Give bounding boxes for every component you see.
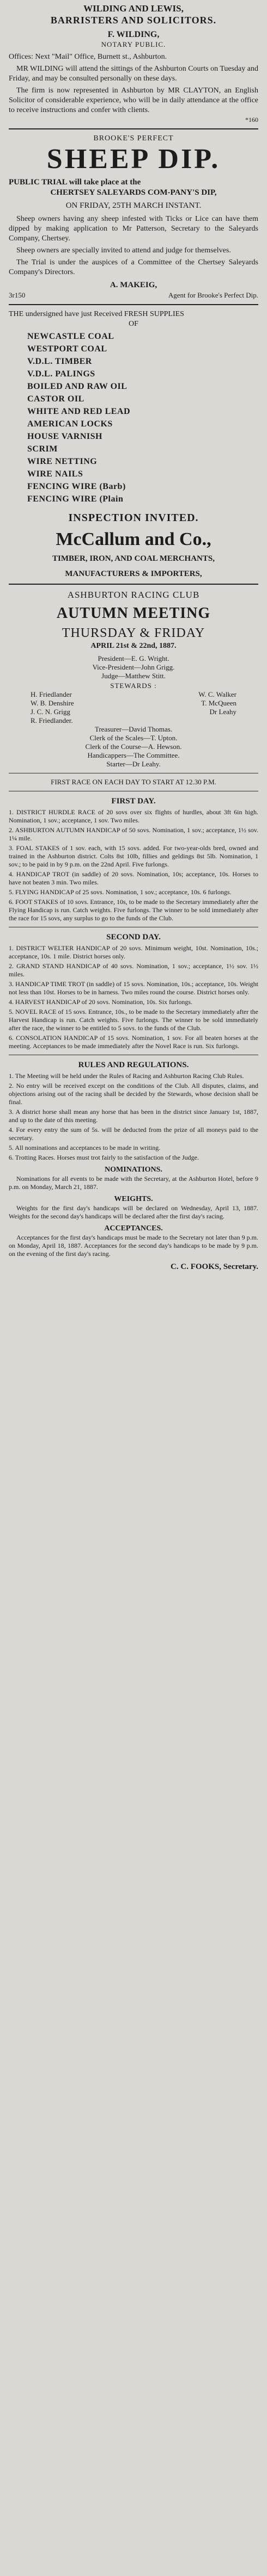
rules-list bbox=[9, 1072, 258, 1162]
sheep-dip-title: SHEEP DIP. bbox=[46, 144, 221, 175]
event-entry: 6. Trotting Races. Horses must trot fairly to the satisfaction of the Judge. bbox=[9, 1154, 199, 1161]
supply-item: CASTOR OIL bbox=[27, 394, 84, 404]
event-entry: 4. HARVEST HANDICAP of 20 sovs. Nomination, 10s. Six furlongs. bbox=[9, 998, 193, 1006]
racing-club-advert bbox=[9, 589, 258, 1272]
supply-item: WIRE NAILS bbox=[27, 469, 83, 479]
event-entry: 2. No entry will be received except on the conditions of the Club. All disputes, claims, and objections arising out of the racing shall be decided by the Stewards, whose decision shall be final. bbox=[9, 1082, 258, 1106]
supplies-of: OF bbox=[129, 320, 138, 328]
acceptances-text: Acceptances for the first day's handicaps must be made to the Secretary not later than 9 p.m. on Monday, April 18, 1887. Acceptances for the second day's handicaps to be made by 9 p.m. on the evening of the first day's racing. bbox=[9, 1234, 258, 1258]
sheep-paragraph-1: Sheep owners having any sheep infested with Ticks or Lice can have them dipped by making application to Mr Patterson, Secretary to the Saleyards Company, Chertsey. bbox=[9, 215, 258, 243]
sheep-paragraph-2: Sheep owners are specially invited to attend and judge for themselves. bbox=[16, 246, 231, 255]
weights-text: Weights for the first day's handicaps will be declared on Wednesday, April 13, 1887. Weights for the second day's handicaps will be declared after the first day's racing. bbox=[9, 1204, 258, 1220]
event-entry: 6. FOOT STAKES of 10 sovs. Entrance, 10s, to be made to the Secretary immediately after the Flying Handicap is run. Catch weights. Five furlongs. The winner to be sold immediately after the race for 15 sovs, any surplus to go to the funds of the Club. bbox=[9, 898, 258, 922]
supply-item: NEWCASTLE COAL bbox=[27, 332, 114, 341]
supply-item: V.D.L. PALINGS bbox=[27, 369, 95, 379]
agent-line bbox=[9, 290, 258, 300]
event-entry: 2. GRAND STAND HANDICAP of 40 sovs. Nomination, 1 sov.; acceptance, 1½ sov. 1½ miles. bbox=[9, 962, 258, 978]
agent-name: A. MAKEIG, bbox=[110, 281, 157, 289]
advert-code: *160 bbox=[245, 116, 258, 123]
steward-row bbox=[9, 716, 258, 725]
steward-name: J. C. N. Grigg bbox=[31, 708, 70, 716]
wilding-paragraph-2: The firm is now represented in Ashburton by MR CLAYTON, an English Solicitor of considerable experience, who will be in daily attendance at the office to receive instructions and confer with clients. bbox=[9, 86, 258, 114]
starter: Starter—Dr Leahy. bbox=[106, 760, 161, 768]
event-entry: 3. HANDICAP TIME TROT (in saddle) of 15 sovs. Nomination, 10s.; acceptance, 10s. Weight not less than 10st. Horses to be in harness. Two miles round the course. District horses only. bbox=[9, 980, 258, 996]
event-entry: 5. FLYING HANDICAP of 25 sovs. Nomination, 1 sov.; acceptance, 10s. 6 furlongs. bbox=[9, 888, 232, 896]
day1-events bbox=[9, 808, 258, 922]
trial-date: ON FRIDAY, 25TH MARCH INSTANT. bbox=[65, 201, 202, 210]
steward-name: H. Friedlander bbox=[31, 690, 72, 698]
event-entry: 1. DISTRICT WELTER HANDICAP of 20 sovs. Minimum weight, 10st. Nomination, 10s.; acceptance, 10s. 1 mile. District horses only. bbox=[9, 944, 258, 960]
officials bbox=[9, 654, 258, 769]
steward-name: W. C. Walker bbox=[198, 690, 236, 698]
supply-item: SCRIM bbox=[27, 444, 58, 454]
club-name: ASHBURTON RACING CLUB bbox=[67, 590, 200, 600]
event-entry: 2. ASHBURTON AUTUMN HANDICAP of 50 sovs. Nomination, 1 sov.; acceptance, 1½ sov. 1¼ mile. bbox=[9, 826, 258, 842]
divider bbox=[9, 304, 258, 305]
weights-heading: WEIGHTS. bbox=[114, 1195, 153, 1203]
supply-item: WIRE NETTING bbox=[27, 457, 98, 466]
supply-item: FENCING WIRE (Barb) bbox=[27, 482, 126, 491]
notary-role: NOTARY PUBLIC. bbox=[101, 40, 166, 48]
acceptances-heading: ACCEPTANCES. bbox=[104, 1224, 163, 1233]
stewards-label: STEWARDS : bbox=[110, 682, 157, 690]
trade-line-1: TIMBER, IRON, AND COAL MERCHANTS, bbox=[52, 554, 215, 563]
nominations-text: Nominations for all events to be made with the Secretary, at the Ashburton Hotel, before 9 p.m. on Monday, March 21, 1887. bbox=[9, 1175, 258, 1191]
event-entry: 1. The Meeting will be held under the Rules of Racing and Ashburton Racing Club Rules. bbox=[9, 1072, 244, 1080]
handicappers: Handicappers—The Committee. bbox=[87, 751, 180, 759]
supply-item: V.D.L. TIMBER bbox=[27, 357, 92, 366]
nominations-heading: NOMINATIONS. bbox=[105, 1166, 162, 1174]
event-entry: 4. HANDICAP TROT (in saddle) of 20 sovs. Nomination, 10s; acceptance, 10s. Horses to have not beaten 3 min. Two miles. bbox=[9, 870, 258, 886]
clerk-of-course: Clerk of the Course—A. Hewson. bbox=[85, 742, 182, 751]
judge: Judge—Matthew Stitt. bbox=[101, 672, 166, 680]
event-entry: 3. A district horse shall mean any horse that has been in the district since January 1st, 1887, and up to the date of this meeting. bbox=[9, 1108, 258, 1124]
clerk-of-scales: Clerk of the Scales—T. Upton. bbox=[89, 734, 178, 742]
supply-item: HOUSE VARNISH bbox=[27, 432, 102, 441]
event-entry: 6. CONSOLATION HANDICAP of 15 sovs. Nomination, 1 sov. For all beaten horses at the meeting. Acceptances to be made immediately after the Novel Race is run. Six furlongs. bbox=[9, 1034, 258, 1050]
event-entry: 4. For every entry the sum of 5s. will be deducted from the prize of all moneys paid to the secretary. bbox=[9, 1126, 258, 1142]
day1-heading: FIRST DAY. bbox=[111, 797, 156, 806]
steward-name: Dr Leahy bbox=[209, 708, 236, 716]
agent-role: Agent for Brooke's Perfect Dip. bbox=[168, 291, 258, 299]
newspaper-column bbox=[5, 0, 262, 2576]
event-entry: 3. FOAL STAKES of 1 sov. each, with 15 sovs. added. For two-year-olds bred, owned and trained in the Ashburton district. Colts 8st 10lb, fillies and geldings 8st 5lb. Nomination, 1 sov.; to be paid in by 9 p.m. on the 22nd April. Five furlongs. bbox=[9, 844, 258, 868]
steward-name: W. B. Denshire bbox=[31, 699, 74, 707]
steward-row bbox=[9, 708, 258, 716]
day2-heading: SECOND DAY. bbox=[106, 933, 161, 942]
meeting-days: THURSDAY & FRIDAY bbox=[62, 626, 205, 640]
trial-line-2: CHERTSEY SALEYARDS COM-PANY'S DIP, bbox=[50, 188, 217, 197]
wilding-paragraph-1: MR WILDING will attend the sittings of the Ashburton Courts on Tuesday and Friday, and may be consulted personally on these days. bbox=[9, 65, 258, 83]
vice-president: Vice-President—John Grigg. bbox=[92, 663, 175, 671]
inspection-invited: INSPECTION INVITED. bbox=[68, 512, 199, 524]
sheep-paragraph-3: The Trial is under the auspices of a Committee of the Chertsey Saleyards Company's Directors. bbox=[9, 258, 258, 276]
advert-code: 3r150 bbox=[9, 291, 26, 299]
mccallum-advert bbox=[9, 309, 258, 579]
event-entry: 1. DISTRICT HURDLE RACE of 20 sovs over six flights of hurdles, about 3ft 6in high. Nomination, 1 sov.; acceptance, 1 sov. Two miles. bbox=[9, 808, 258, 824]
offices-line: Offices: Next "Mail" Office, Burnett st., Ashburton. bbox=[9, 53, 167, 61]
president: President—E. G. Wright. bbox=[98, 654, 169, 662]
firm-title: WILDING AND LEWIS, bbox=[83, 3, 184, 14]
event-entry: 5. NOVEL RACE of 15 sovs. Entrance, 10s., to be made to the Secretary immediately after the Harvest Handicap is run. Catch weights. Five furlongs. The winner to be sold immediately after the race, the winner to be entitled to 5 sovs. to the funds of the Club. bbox=[9, 1008, 258, 1032]
supply-item: FENCING WIRE (Plain bbox=[27, 494, 124, 504]
steward-name: T. McQueen bbox=[201, 699, 236, 707]
wilding-lewis-advert bbox=[9, 3, 258, 124]
supply-item: AMERICAN LOCKS bbox=[27, 419, 113, 429]
stewards-list bbox=[9, 690, 258, 725]
supply-item: BOILED AND RAW OIL bbox=[27, 382, 128, 391]
sheep-dip-advert bbox=[9, 134, 258, 300]
steward-row bbox=[9, 699, 258, 708]
day2-events bbox=[9, 944, 258, 1050]
sheep-dip-pre: BROOKE'S PERFECT bbox=[93, 134, 174, 143]
firm-subtitle: BARRISTERS AND SOLICITORS. bbox=[50, 15, 217, 26]
supplies-intro: THE undersigned have just Received FRESH SUPPLIES bbox=[9, 310, 184, 318]
treasurer: Treasurer—David Thomas. bbox=[94, 725, 173, 733]
divider bbox=[9, 584, 258, 585]
secretary-signature: C. C. FOOKS, Secretary. bbox=[171, 1262, 258, 1271]
supplies-list bbox=[9, 330, 258, 505]
notary-name: F. WILDING, bbox=[107, 30, 160, 39]
rules-heading: RULES AND REGULATIONS. bbox=[78, 1061, 189, 1069]
trial-line-1: PUBLIC TRIAL will take place at the bbox=[9, 178, 141, 187]
event-entry: 5. All nominations and acceptances to be made in writing. bbox=[9, 1144, 161, 1151]
steward-row bbox=[9, 690, 258, 699]
divider bbox=[9, 128, 258, 129]
trade-line-2: MANUFACTURERS & IMPORTERS, bbox=[65, 569, 202, 578]
supply-item: WESTPORT COAL bbox=[27, 344, 107, 354]
meeting-title: AUTUMN MEETING bbox=[56, 605, 211, 622]
first-race-time: FIRST RACE ON EACH DAY TO START AT 12.30 P.M. bbox=[51, 778, 216, 786]
firm-name: McCallum and Co., bbox=[56, 529, 211, 549]
meeting-dates: APRIL 21st & 22nd, 1887. bbox=[90, 642, 177, 650]
steward-name: R. Friedlander. bbox=[31, 716, 73, 725]
supply-item: WHITE AND RED LEAD bbox=[27, 407, 131, 416]
